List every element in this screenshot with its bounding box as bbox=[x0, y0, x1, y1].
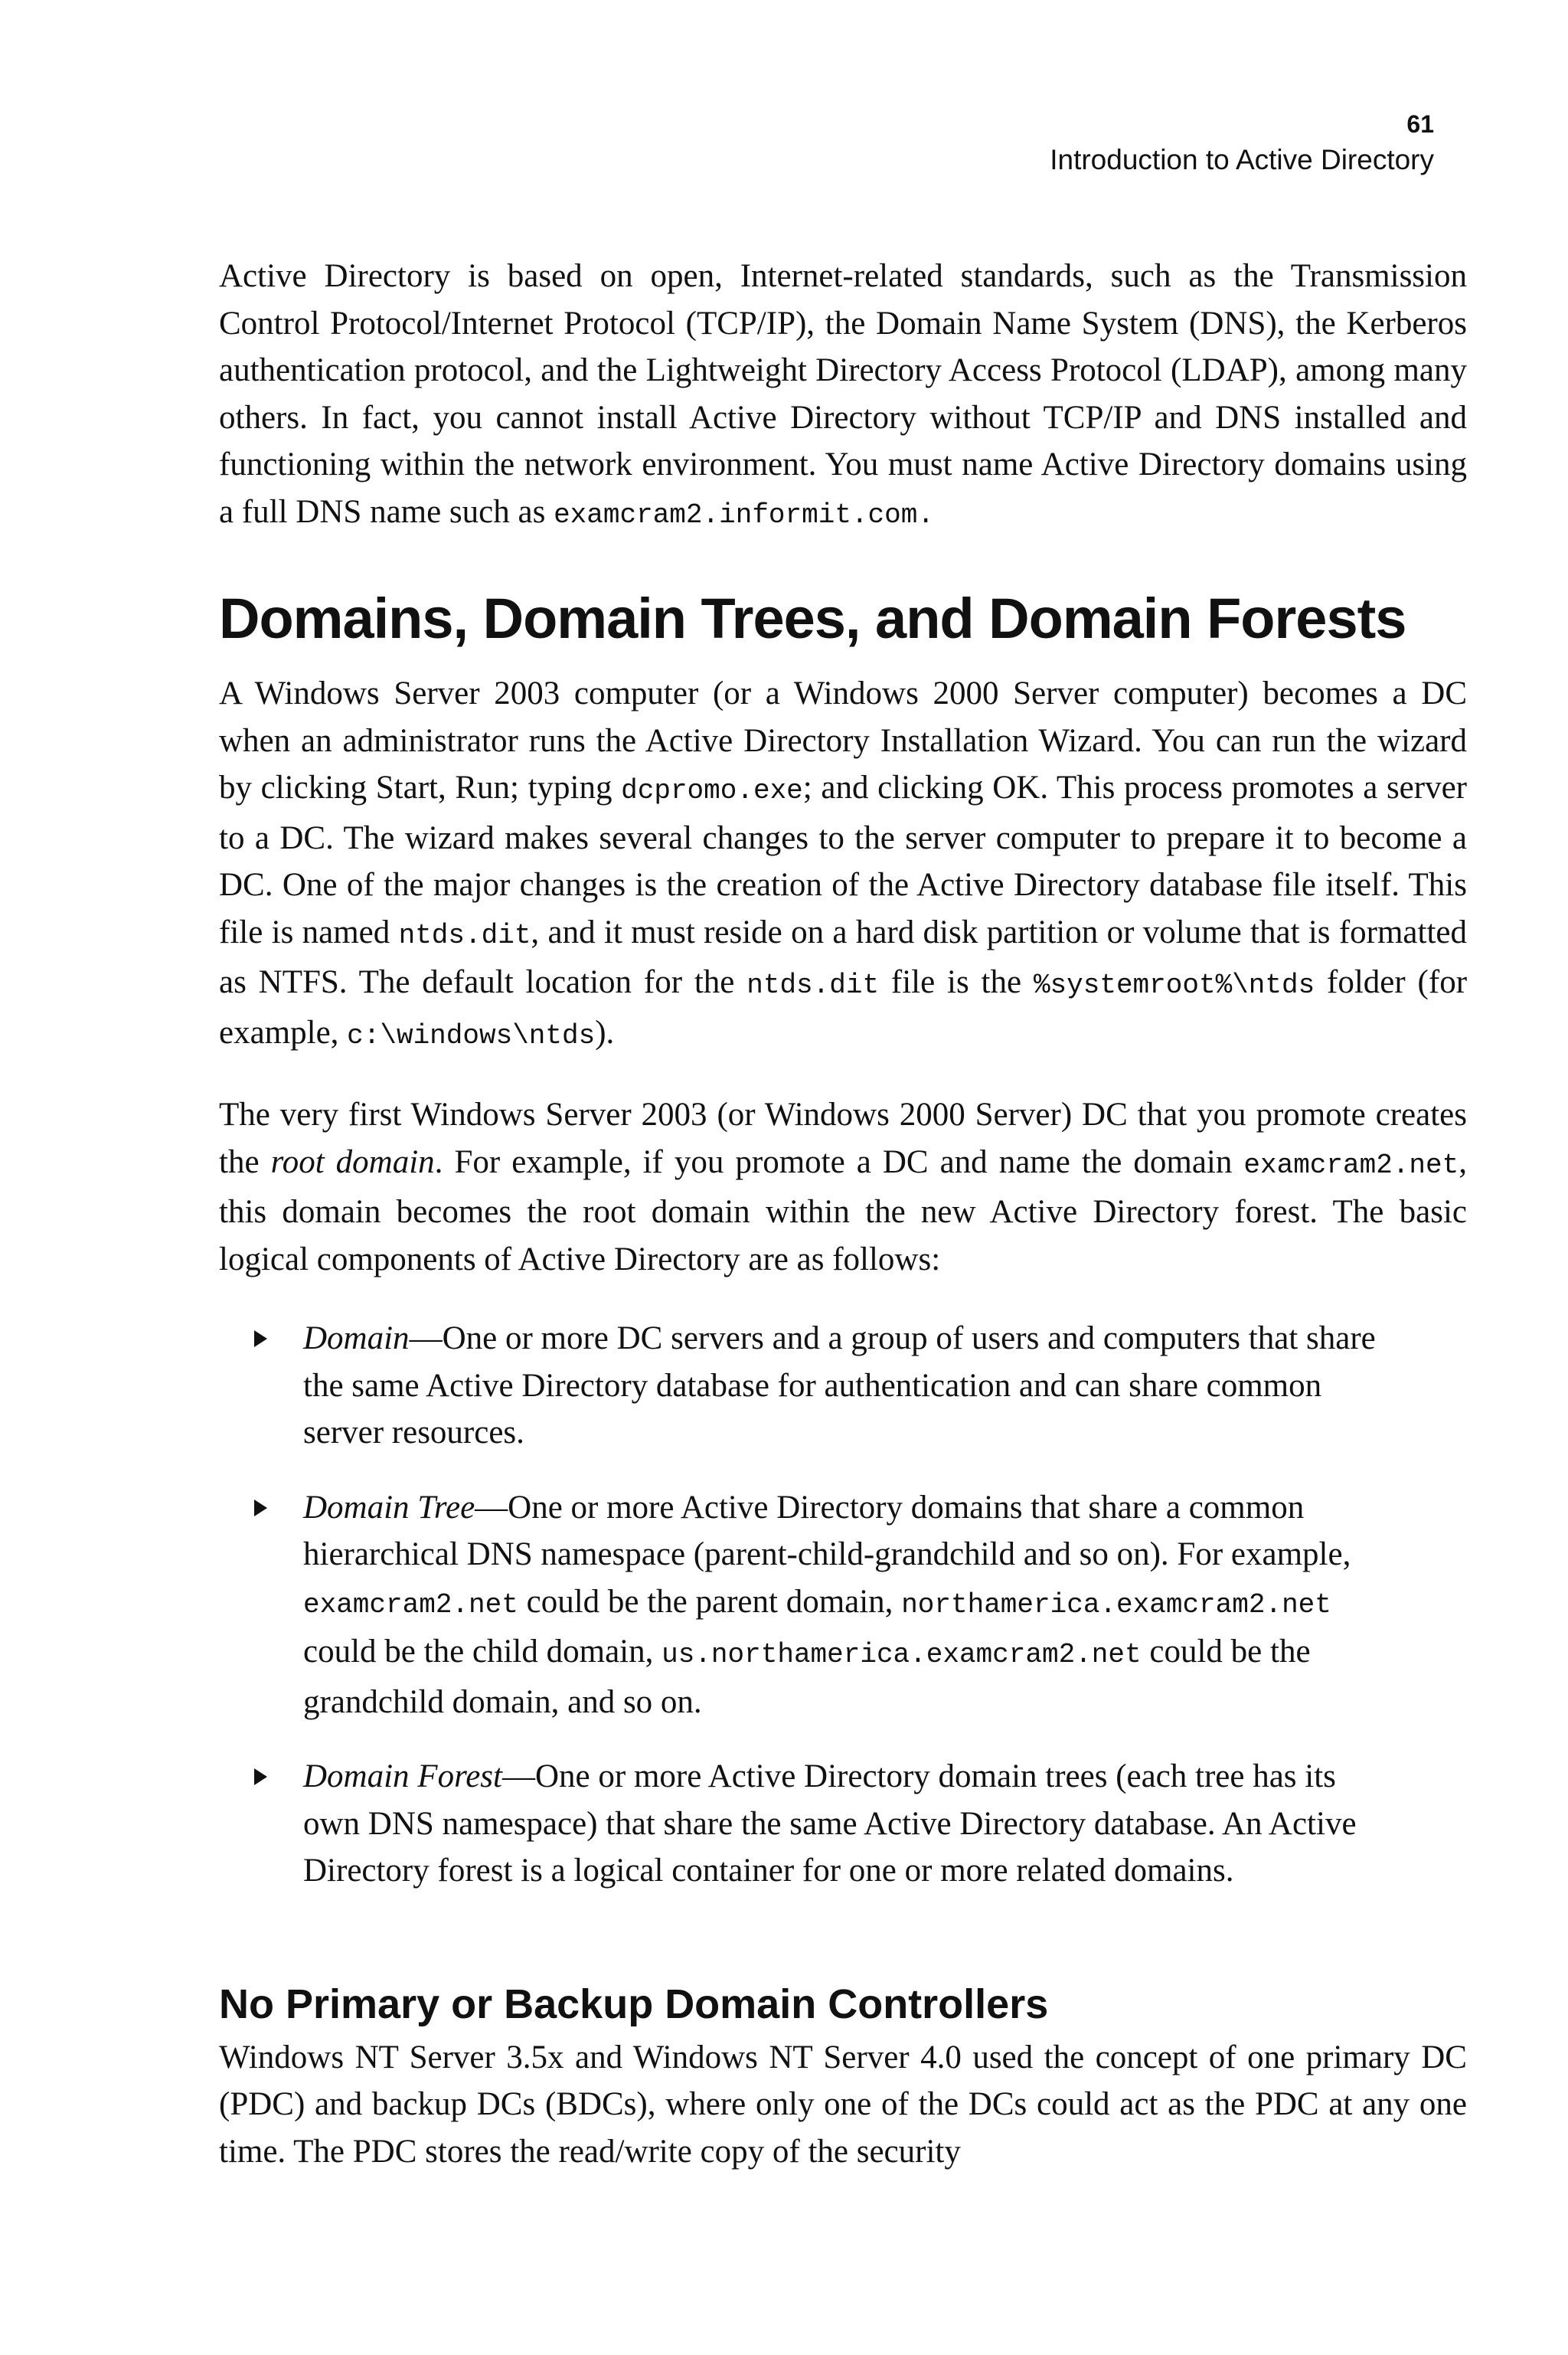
list-item-text: could be the child domain, bbox=[303, 1634, 662, 1670]
text-segment: ; and clicking OK. This process promotes a server to a DC. The wizard makes several changes to the server computer to prepare it to become a DC. One of the major changes is the creation of the Active Directory database file itself. This file is named bbox=[219, 770, 1467, 950]
text-segment: ). bbox=[595, 1014, 615, 1051]
list-item-text: could be the parent domain, bbox=[518, 1583, 902, 1620]
chapter-title: Introduction to Active Directory bbox=[1050, 144, 1434, 175]
root-domain-term: root domain bbox=[270, 1143, 435, 1180]
section-heading-no-pdc-bdc: No Primary or Backup Domain Controllers bbox=[219, 1980, 1049, 2027]
section-heading-domains: Domains, Domain Trees, and Domain Forests bbox=[219, 587, 1406, 650]
intro-text: Active Directory is based on open, Internet-related standards, such as the Transmission Control Protocol/Internet Protocol (TCP/IP), the Domain Name System (DNS), the Kerberos authentication protocol, and the Lightweight Directory Access Protocol (LDAP), among many others. In fact, you cannot install Active Directory without TCP/IP and DNS installed and functioning within the network environment. You must name Active Directory domains using a full DNS name such as bbox=[219, 258, 1467, 530]
ntds-dit-code: ntds.dit bbox=[746, 970, 880, 1001]
ntds-dit-code: ntds.dit bbox=[398, 919, 531, 951]
logical-components-list bbox=[219, 1315, 1383, 1895]
root-domain-paragraph bbox=[219, 1091, 1467, 1283]
list-item-text: —One or more Active Directory domains that share a common hierarchical DNS namespace (parent-child-grandchild and so on). For example, bbox=[303, 1489, 1351, 1572]
examcram2-net-code: examcram2.net bbox=[1243, 1149, 1459, 1181]
list-item-term: Domain Tree bbox=[303, 1489, 475, 1526]
grandchild-domain-code: us.northamerica.examcram2.net bbox=[662, 1639, 1142, 1670]
text-segment: , this domain becomes the root domain within the new Active Directory forest. The basic logical components of Active Directory are as follows: bbox=[219, 1143, 1467, 1277]
text-segment: , and it must reside on a hard disk partition or volume that is formatted as NTFS. The default location for the bbox=[219, 914, 1468, 1000]
list-item-text: could be the grandchild domain, and so on. bbox=[303, 1634, 1311, 1720]
parent-domain-code: examcram2.net bbox=[303, 1588, 518, 1621]
dcpromo-code: dcpromo.exe bbox=[621, 775, 803, 806]
text-segment: folder (for example, bbox=[219, 964, 1468, 1051]
list-item-domain-forest bbox=[303, 1753, 1383, 1895]
text-segment: file is the bbox=[879, 964, 1034, 1000]
text-segment: A Windows Server 2003 computer (or a Windows 2000 Server computer) becomes a DC when an administrator runs the Active Directory Installation Wizard. You can run the wizard by clicking Start, Run; typing bbox=[219, 675, 1467, 806]
list-item-term: Domain bbox=[303, 1320, 410, 1356]
list-item-text: —One or more DC servers and a group of users and computers that share the same Active Directory database for authentication and can share common server resources. bbox=[303, 1320, 1376, 1451]
text-segment: The very first Windows Server 2003 (or Windows 2000 Server) DC that you promote creates the bbox=[219, 1097, 1467, 1180]
triangle-bullet-icon bbox=[254, 1500, 267, 1516]
list-item-domain-tree bbox=[303, 1484, 1383, 1726]
child-domain-code: northamerica.examcram2.net bbox=[901, 1588, 1331, 1621]
page-number: 61 bbox=[1406, 110, 1434, 138]
intro-paragraph bbox=[219, 253, 1467, 538]
list-item-term: Domain Forest bbox=[303, 1758, 502, 1794]
running-head bbox=[1050, 107, 1434, 179]
list-item-text: —One or more Active Directory domain trees (each tree has its own DNS namespace) that share the same Active Directory database. An Active Directory forest is a logical container for one or more related domains. bbox=[303, 1758, 1357, 1889]
systemroot-ntds-code: %systemroot%\ntds bbox=[1033, 970, 1315, 1001]
triangle-bullet-icon bbox=[254, 1768, 267, 1785]
main-content bbox=[219, 253, 1467, 2207]
pdc-bdc-paragraph: Windows NT Server 3.5x and Windows NT Server 4.0 used the concept of one primary DC (PDC) and backup DCs (BDCs), where only one of the DCs could act as the PDC at any one time. The PDC stores the read/write copy of the security bbox=[219, 2039, 1467, 2170]
windows-ntds-path-code: c:\windows\ntds bbox=[347, 1019, 596, 1052]
list-item-domain bbox=[303, 1315, 1383, 1457]
triangle-bullet-icon bbox=[254, 1330, 267, 1347]
dc-promotion-paragraph bbox=[219, 670, 1467, 1059]
text-segment: . For example, if you promote a DC and name the domain bbox=[434, 1143, 1244, 1180]
domain-name-code: examcram2.informit.com. bbox=[554, 499, 934, 531]
